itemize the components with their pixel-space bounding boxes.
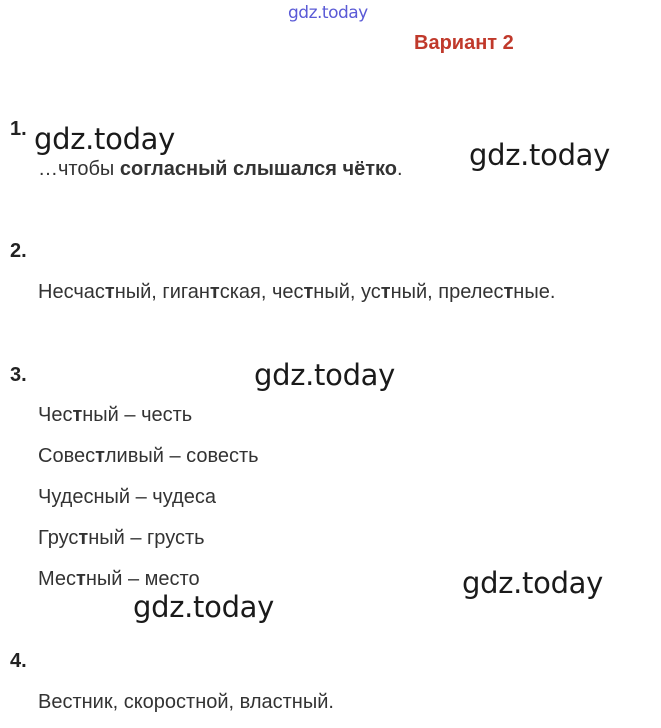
text-segment: ные. bbox=[513, 281, 556, 303]
text-segment: Чудесный – чудеса bbox=[38, 486, 216, 508]
highlighted-letter: т bbox=[209, 281, 220, 303]
text-segment: Вестник, скоростной, властный. bbox=[38, 691, 334, 713]
highlighted-letter: т bbox=[380, 281, 391, 303]
text-segment: Сoвес bbox=[38, 445, 96, 467]
task-1-line-1: …чтобы согласный слышался чётко. bbox=[38, 158, 403, 180]
task-3-line-3 bbox=[38, 486, 216, 509]
text-segment: ный – грусть bbox=[88, 527, 205, 549]
task-number-2: 2. bbox=[10, 240, 27, 262]
text-segment: ный, гиган bbox=[114, 281, 210, 303]
text-segment: Мес bbox=[38, 568, 77, 590]
text-segment: Чес bbox=[38, 404, 73, 426]
text-segment: ный, прелес bbox=[390, 281, 504, 303]
text-segment: Грус bbox=[38, 527, 79, 549]
task-2-line-1 bbox=[38, 281, 555, 304]
highlighted-letter: т bbox=[78, 527, 89, 549]
text-segment: ливый – совесть bbox=[104, 445, 259, 467]
variant-title: Вариант 2 bbox=[414, 32, 514, 54]
text-segment: Несчас bbox=[38, 281, 105, 303]
task-number-3: 3. bbox=[10, 364, 27, 386]
highlighted-letter: т bbox=[303, 281, 314, 303]
highlighted-letter: т bbox=[72, 404, 83, 426]
task-4-line-1 bbox=[38, 691, 334, 714]
task-3-line-5 bbox=[38, 568, 200, 591]
watermark-4: gdz.today bbox=[462, 566, 604, 600]
highlighted-letter: т bbox=[95, 445, 105, 467]
watermark-3: gdz.today bbox=[254, 358, 396, 392]
text-segment: ская, чес bbox=[219, 281, 304, 303]
text-segment: ный – честь bbox=[82, 404, 193, 426]
text-segment: ный – место bbox=[85, 568, 200, 590]
task-3-line-2 bbox=[38, 445, 259, 468]
task-number-1: 1. bbox=[10, 118, 27, 140]
task-number-4: 4. bbox=[10, 650, 27, 672]
task-3-line-1 bbox=[38, 404, 192, 427]
task-3-line-4 bbox=[38, 527, 205, 550]
watermark-1: gdz.today bbox=[34, 122, 176, 156]
watermark-5: gdz.today bbox=[133, 590, 275, 624]
watermark-2: gdz.today bbox=[469, 138, 611, 172]
highlighted-letter: т bbox=[104, 281, 115, 303]
header-watermark: gdz.today bbox=[288, 3, 368, 23]
highlighted-letter: т bbox=[503, 281, 514, 303]
text-segment: ный, ус bbox=[313, 281, 381, 303]
highlighted-letter: т bbox=[76, 568, 86, 590]
